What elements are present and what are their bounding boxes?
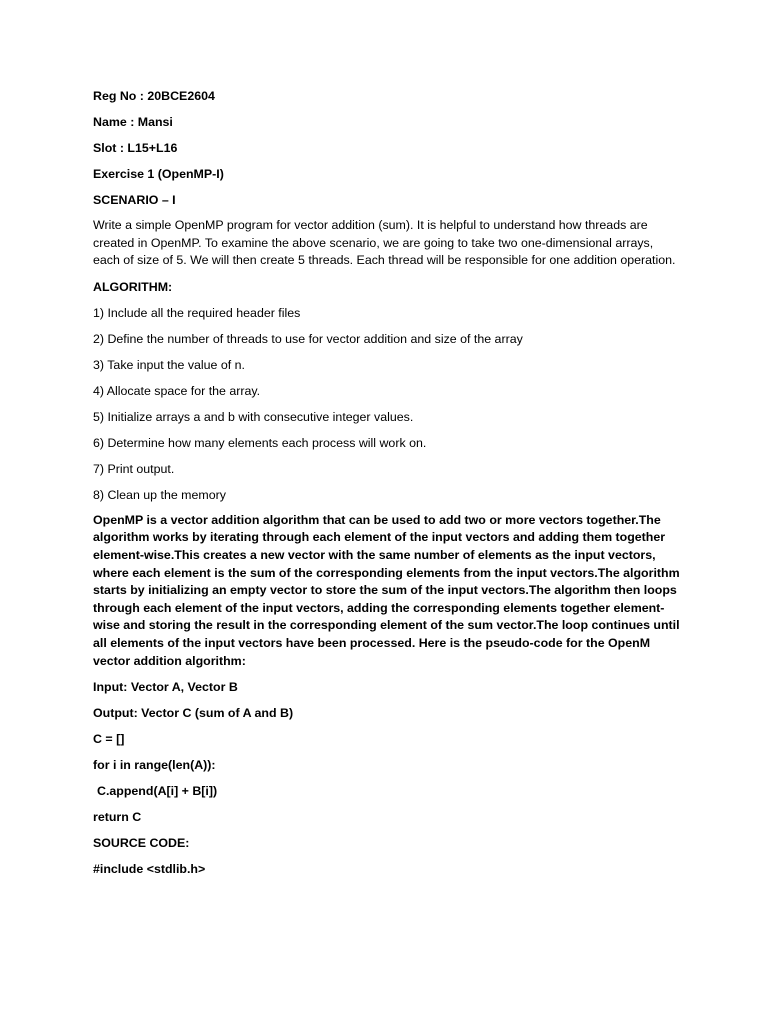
algorithm-step: 1) Include all the required header files [93,305,301,320]
reg-no: Reg No : 20BCE2604 [93,89,215,103]
algorithm-heading: ALGORITHM: [93,279,173,294]
algorithm-step: 6) Determine how many elements each process will work on. [93,435,427,450]
algorithm-step: 2) Define the number of threads to use for vector addition and size of the array [93,331,523,346]
slot: Slot : L15+L16 [93,141,178,155]
pseudocode-output: Output: Vector C (sum of A and B) [93,706,294,721]
document-page [93,87,683,886]
scenario-heading: SCENARIO – I [93,193,176,207]
algorithm-step: 7) Print output. [93,461,175,476]
source-code-line: #include <stdlib.h> [93,862,206,877]
algorithm-step: 3) Take input the value of n. [93,357,246,372]
exercise-title: Exercise 1 (OpenMP-I) [93,167,224,181]
pseudocode-input: Input: Vector A, Vector B [93,680,238,695]
pseudocode-loop: for i in range(len(A)): [93,758,216,773]
pseudocode-body: C.append(A[i] + B[i]) [97,784,218,799]
algorithm-step: 5) Initialize arrays a and b with consecutive integer values. [93,409,414,424]
pseudocode-return: return C [93,810,142,825]
description-paragraph: OpenMP is a vector addition algorithm that can be used to add two or more vectors together.The algorithm works by iterating through each element of the input vectors and adding them together element-wise.This creates a new vector with the same number of elements as the input vectors, where each element is the sum of the corresponding elements from the input vectors.The algorithm starts by initializing an empty vector to store the sum of the input vectors.The algorithm then loops through each element of the input vectors, adding the corresponding elements together element-wise and storing the result in the corresponding element of the sum vector.The loop continues until all elements of the input vectors have been processed. Here is the pseudo-code for the OpenM vector addition algorithm: [93,512,680,668]
algorithm-step: 8) Clean up the memory [93,487,226,502]
source-code-heading: SOURCE CODE: [93,836,190,851]
intro-paragraph: Write a simple OpenMP program for vector addition (sum). It is helpful to understand how threads are created in OpenMP. To examine the above scenario, we are going to take two one-dimensional arrays, each of size of 5. We will then create 5 threads. Each thread will be responsible for one addition operation. [93,218,676,268]
student-name: Name : Mansi [93,115,173,129]
pseudocode-init: C = [] [93,732,125,747]
algorithm-step: 4) Allocate space for the array. [93,383,261,398]
